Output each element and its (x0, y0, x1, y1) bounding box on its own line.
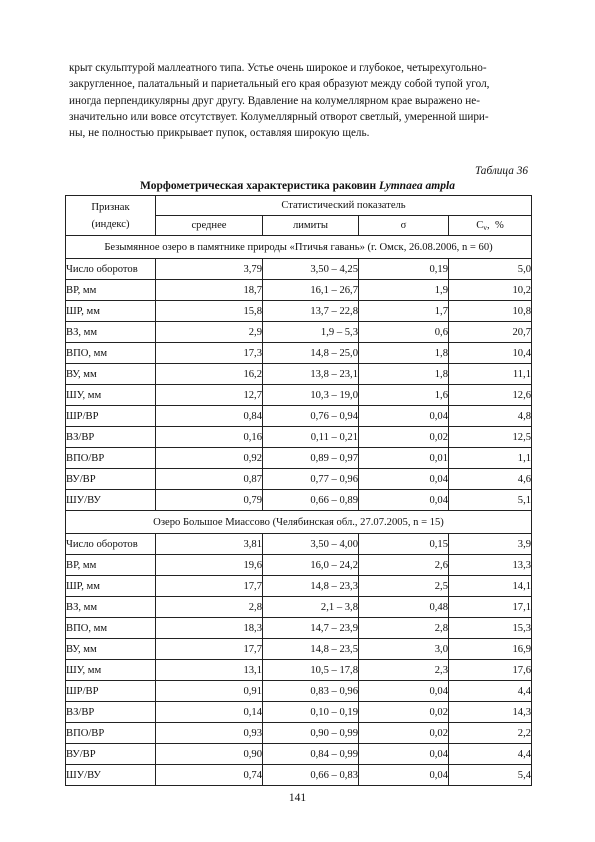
table-row (66, 343, 532, 364)
table-row (66, 469, 532, 490)
sigma-cell: 3,0 (359, 639, 449, 660)
cv-cell: 17,1 (449, 597, 532, 618)
cv-cell: 13,3 (449, 555, 532, 576)
morphometric-table (65, 195, 532, 786)
intro-line: ны, не полностью прикрывает пупок, оставляя широкую щель. (69, 127, 370, 140)
trait-cell: ШР/ВР (66, 406, 156, 427)
cv-cell: 16,9 (449, 639, 532, 660)
limits-cell: 16,1 – 26,7 (263, 280, 359, 301)
cv-cell: 10,8 (449, 301, 532, 322)
limits-cell: 0,66 – 0,83 (263, 765, 359, 786)
sigma-cell: 0,04 (359, 469, 449, 490)
trait-cell: ШР, мм (66, 301, 156, 322)
table-row (66, 681, 532, 702)
limits-cell: 10,3 – 19,0 (263, 385, 359, 406)
sigma-cell: 0,6 (359, 322, 449, 343)
cv-cell: 20,7 (449, 322, 532, 343)
sigma-cell: 0,02 (359, 723, 449, 744)
trait-header-line1: Признак (91, 202, 130, 213)
table-row (66, 364, 532, 385)
mean-cell: 2,9 (156, 322, 263, 343)
trait-cell: ВЗ, мм (66, 597, 156, 618)
limits-cell: 0,10 – 0,19 (263, 702, 359, 723)
table-title-species: Lymnaea ampla (379, 180, 455, 192)
mean-cell: 0,84 (156, 406, 263, 427)
trait-cell: ШР/ВР (66, 681, 156, 702)
limits-cell: 13,8 – 23,1 (263, 364, 359, 385)
mean-cell: 0,74 (156, 765, 263, 786)
trait-cell: ВУ/ВР (66, 469, 156, 490)
limits-cell: 2,1 – 3,8 (263, 597, 359, 618)
sigma-cell: 0,19 (359, 259, 449, 280)
limits-cell: 0,89 – 0,97 (263, 448, 359, 469)
intro-line: крыт скульптурой маллеатного типа. Устье очень широкое и глубокое, четырехугольно- (69, 62, 487, 74)
sigma-cell: 2,8 (359, 618, 449, 639)
trait-header (66, 196, 156, 236)
mean-cell: 18,3 (156, 618, 263, 639)
trait-cell: Число оборотов (66, 259, 156, 280)
header-row-1 (66, 196, 532, 216)
sigma-cell: 1,6 (359, 385, 449, 406)
cv-cell: 4,8 (449, 406, 532, 427)
cv-cell: 1,1 (449, 448, 532, 469)
limits-cell: 0,83 – 0,96 (263, 681, 359, 702)
sigma-cell: 2,3 (359, 660, 449, 681)
sigma-cell: 0,04 (359, 744, 449, 765)
mean-cell: 15,8 (156, 301, 263, 322)
table-row (66, 723, 532, 744)
trait-cell: ВР, мм (66, 280, 156, 301)
limits-cell: 10,5 – 17,8 (263, 660, 359, 681)
cv-cell: 4,6 (449, 469, 532, 490)
table-row (66, 490, 532, 511)
sigma-cell: 0,02 (359, 702, 449, 723)
table-title (65, 180, 530, 192)
trait-cell: ШУ/ВУ (66, 490, 156, 511)
cv-cell: 12,5 (449, 427, 532, 448)
cv-cell: 5,1 (449, 490, 532, 511)
table-row (66, 406, 532, 427)
sigma-cell: 1,7 (359, 301, 449, 322)
trait-cell: ВЗ, мм (66, 322, 156, 343)
table-row (66, 259, 532, 280)
sigma-cell: 1,9 (359, 280, 449, 301)
trait-header-line2: (индекс) (91, 219, 130, 230)
cv-header-sub: v (483, 222, 488, 232)
table-title-prefix: Морфометрическая характеристика раковин (140, 180, 380, 192)
mean-cell: 0,16 (156, 427, 263, 448)
sigma-cell: 2,5 (359, 576, 449, 597)
trait-cell: ВУ, мм (66, 364, 156, 385)
cv-cell: 10,4 (449, 343, 532, 364)
cv-cell: 10,2 (449, 280, 532, 301)
cv-cell: 3,9 (449, 534, 532, 555)
sigma-cell: 0,48 (359, 597, 449, 618)
limits-cell: 3,50 – 4,00 (263, 534, 359, 555)
cv-cell: 14,1 (449, 576, 532, 597)
table-row (66, 280, 532, 301)
trait-cell: ШУ, мм (66, 660, 156, 681)
limits-cell: 14,8 – 23,5 (263, 639, 359, 660)
mean-cell: 18,7 (156, 280, 263, 301)
mean-cell: 0,93 (156, 723, 263, 744)
sigma-cell: 1,8 (359, 343, 449, 364)
limits-cell: 3,50 – 4,25 (263, 259, 359, 280)
cv-cell: 17,6 (449, 660, 532, 681)
table-row (66, 322, 532, 343)
limits-cell: 0,84 – 0,99 (263, 744, 359, 765)
mean-cell: 0,14 (156, 702, 263, 723)
mean-cell: 0,87 (156, 469, 263, 490)
cv-cell: 2,2 (449, 723, 532, 744)
limits-cell: 14,8 – 25,0 (263, 343, 359, 364)
mean-cell: 0,90 (156, 744, 263, 765)
cv-cell: 12,6 (449, 385, 532, 406)
trait-cell: ВПО, мм (66, 618, 156, 639)
mean-cell: 3,79 (156, 259, 263, 280)
limits-cell: 1,9 – 5,3 (263, 322, 359, 343)
intro-line: закругленное, палатальный и париетальный его края образуют между собой тупой угол, (69, 78, 490, 91)
sigma-cell: 2,6 (359, 555, 449, 576)
page-number: 141 (288, 792, 307, 804)
trait-cell: ШУ/ВУ (66, 765, 156, 786)
sigma-cell: 0,04 (359, 406, 449, 427)
cv-header (449, 216, 532, 236)
intro-line: значительно или вовсе отсутствует. Колумеллярный отворот светлый, умеренной шири- (69, 110, 489, 123)
mean-cell: 0,92 (156, 448, 263, 469)
limits-cell: 13,7 – 22,8 (263, 301, 359, 322)
section-title-row (66, 511, 532, 534)
trait-cell: ШР, мм (66, 576, 156, 597)
section-title-row (66, 236, 532, 259)
table-row (66, 385, 532, 406)
sigma-cell: 0,04 (359, 490, 449, 511)
table-row (66, 660, 532, 681)
limits-cell: 16,0 – 24,2 (263, 555, 359, 576)
intro-paragraph (69, 60, 528, 141)
trait-cell: ВЗ/ВР (66, 427, 156, 448)
mean-cell: 16,2 (156, 364, 263, 385)
cv-header-main: C (476, 219, 484, 231)
table-row (66, 639, 532, 660)
limits-cell: 14,7 – 23,9 (263, 618, 359, 639)
cv-cell: 4,4 (449, 744, 532, 765)
trait-cell: ВЗ/ВР (66, 702, 156, 723)
mean-cell: 19,6 (156, 555, 263, 576)
cv-header-unit: , % (487, 219, 504, 231)
sigma-cell: 0,04 (359, 681, 449, 702)
sigma-header: σ (359, 216, 449, 236)
stat-group-header: Статистический показатель (156, 196, 532, 216)
sigma-cell: 0,15 (359, 534, 449, 555)
cv-cell: 5,4 (449, 765, 532, 786)
limits-cell: 0,11 – 0,21 (263, 427, 359, 448)
limits-cell: 0,76 – 0,94 (263, 406, 359, 427)
mean-cell: 2,8 (156, 597, 263, 618)
sigma-cell: 1,8 (359, 364, 449, 385)
table-row (66, 448, 532, 469)
trait-cell: ВУ/ВР (66, 744, 156, 765)
cv-cell: 5,0 (449, 259, 532, 280)
table-row (66, 765, 532, 786)
mean-cell: 17,7 (156, 639, 263, 660)
trait-cell: ВУ, мм (66, 639, 156, 660)
trait-cell: ВПО/ВР (66, 723, 156, 744)
section-title: Безымянное озеро в памятнике природы «Птичья гавань» (г. Омск, 26.08.2006, n = 60) (66, 236, 532, 259)
cv-cell: 14,3 (449, 702, 532, 723)
table-row (66, 576, 532, 597)
table-row (66, 702, 532, 723)
trait-cell: ВПО/ВР (66, 448, 156, 469)
mean-cell: 13,1 (156, 660, 263, 681)
limits-cell: 0,77 – 0,96 (263, 469, 359, 490)
table-row (66, 597, 532, 618)
mean-cell: 3,81 (156, 534, 263, 555)
cv-cell: 15,3 (449, 618, 532, 639)
sigma-cell: 0,02 (359, 427, 449, 448)
mean-cell: 17,7 (156, 576, 263, 597)
section-title: Озеро Большое Миассово (Челябинская обл., 27.07.2005, n = 15) (66, 511, 532, 534)
trait-cell: ШУ, мм (66, 385, 156, 406)
mean-cell: 0,79 (156, 490, 263, 511)
trait-cell: ВПО, мм (66, 343, 156, 364)
trait-cell: Число оборотов (66, 534, 156, 555)
table-row (66, 555, 532, 576)
table-row (66, 744, 532, 765)
limits-cell: 0,90 – 0,99 (263, 723, 359, 744)
limits-cell: 0,66 – 0,89 (263, 490, 359, 511)
table-row (66, 618, 532, 639)
mean-cell: 0,91 (156, 681, 263, 702)
limits-cell: 14,8 – 23,3 (263, 576, 359, 597)
mean-cell: 12,7 (156, 385, 263, 406)
cv-cell: 4,4 (449, 681, 532, 702)
mean-cell: 17,3 (156, 343, 263, 364)
intro-line: иногда перпендикулярны друг другу. Вдавление на колумеллярном крае выражено не- (69, 94, 480, 107)
limits-header: лимиты (263, 216, 359, 236)
mean-header: среднее (156, 216, 263, 236)
table-label: Таблица 36 (474, 165, 528, 177)
cv-cell: 11,1 (449, 364, 532, 385)
trait-cell: ВР, мм (66, 555, 156, 576)
sigma-cell: 0,01 (359, 448, 449, 469)
table-row (66, 534, 532, 555)
table-row (66, 301, 532, 322)
sigma-cell: 0,04 (359, 765, 449, 786)
table-row (66, 427, 532, 448)
